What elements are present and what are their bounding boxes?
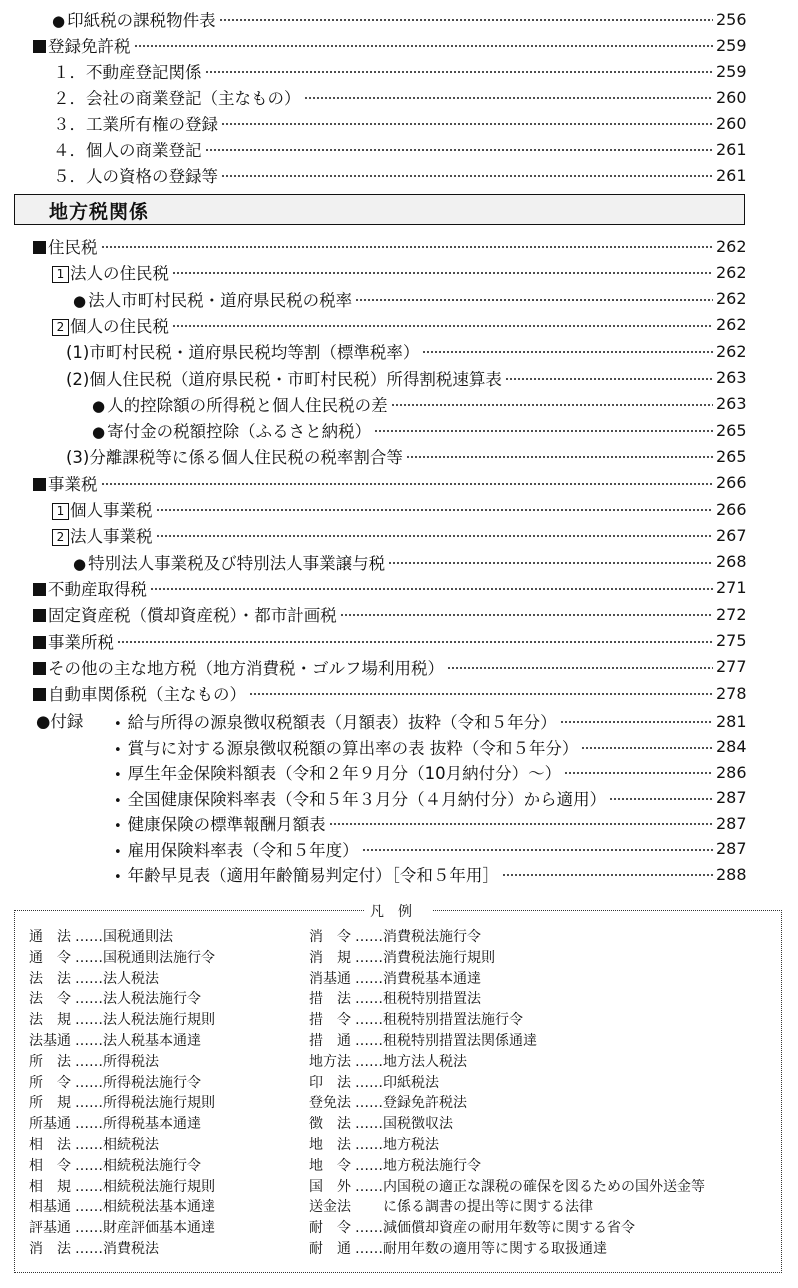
toc-page-number: 288 — [716, 864, 747, 884]
legend-entry — [29, 969, 159, 989]
dot-leader — [221, 175, 713, 177]
section-header-local-tax — [14, 194, 745, 225]
legend-full-name: ……租税特別措置法 — [355, 991, 481, 1008]
toc-entry[interactable] — [53, 58, 746, 84]
toc-page-number: 260 — [716, 87, 747, 107]
legend-entry — [309, 1114, 453, 1134]
square-marker-icon — [33, 241, 46, 254]
small-bullet-icon: • — [114, 793, 122, 809]
legend-entry — [29, 1052, 159, 1072]
toc-entry[interactable] — [33, 654, 746, 680]
legend-entry — [29, 1093, 215, 1113]
appendix-entry-title: 健康保険の標準報酬月額表 — [127, 815, 326, 834]
toc-entry-title: 登録免許税 — [48, 37, 131, 56]
legend-abbr: 所 令 — [29, 1074, 71, 1091]
toc-entry-title: 事業税 — [48, 474, 98, 494]
toc-entry[interactable] — [66, 338, 746, 364]
toc-entry-title: 個人の住民税 — [70, 316, 169, 336]
boxed-number: 2 — [52, 529, 69, 546]
dot-leader — [156, 509, 714, 511]
legend-entry — [29, 1114, 201, 1134]
appendix-entry-title: 雇用保険料率表（令和５年度） — [127, 840, 359, 860]
bullet-icon: ● — [92, 396, 106, 415]
dot-leader — [101, 246, 714, 248]
legend-abbr: 消基通 — [309, 970, 351, 987]
legend-abbr: 地 法 — [309, 1137, 351, 1153]
bullet-icon: ● — [73, 291, 87, 310]
legend-abbr: 措 令 — [309, 1012, 351, 1029]
legend-entry — [29, 1135, 159, 1155]
legend-abbr: 相 令 — [29, 1157, 71, 1174]
dot-leader — [502, 874, 713, 876]
appendix-entry[interactable] — [114, 785, 746, 811]
toc-page-number: 262 — [716, 315, 747, 335]
toc-page-number: 263 — [716, 368, 747, 387]
boxed-number: 2 — [52, 319, 69, 336]
toc-page-number: 262 — [716, 289, 747, 309]
legend-entry — [29, 1010, 215, 1030]
legend-abbr: 耐 令 — [309, 1220, 351, 1237]
legend-full-name: ……地方法人税法 — [355, 1053, 467, 1070]
legend-box — [14, 904, 782, 1273]
dot-leader — [564, 772, 713, 774]
legend-entry — [309, 1135, 439, 1155]
legend-full-name: ……耐用年数の適用等に関する取扱通達 — [355, 1241, 607, 1257]
legend-abbr: 所 規 — [29, 1095, 71, 1112]
toc-entry-title: 人的控除額の所得税と個人住民税の差 — [107, 395, 388, 415]
legend-entry — [29, 1177, 215, 1197]
dot-leader — [362, 849, 713, 851]
dot-leader — [172, 272, 713, 274]
legend-entry — [309, 1052, 467, 1072]
toc-page-number: 266 — [716, 473, 747, 493]
legend-full-name: ……所得税基本通達 — [75, 1116, 201, 1133]
toc-page-number: 287 — [716, 813, 747, 833]
toc-page-number: 287 — [716, 839, 747, 858]
legend-entry — [29, 948, 215, 968]
boxed-number: 1 — [52, 266, 69, 283]
toc-entry[interactable] — [92, 391, 746, 417]
toc-page-number: 259 — [716, 61, 747, 81]
legend-full-name: ……相続税法施行規則 — [75, 1178, 215, 1195]
legend-full-name: ……印紙税法 — [355, 1074, 439, 1091]
dot-leader — [221, 123, 713, 125]
legend-full-name: ……消費税法 — [75, 1241, 159, 1257]
toc-page-number: 278 — [716, 683, 747, 703]
legend-entry — [309, 1156, 481, 1176]
legend-full-name: ……消費税法施行令 — [355, 929, 481, 945]
dot-leader — [609, 798, 713, 800]
toc-page-number: 260 — [716, 113, 747, 133]
appendix-entry-title: 年齢早見表（適用年齢簡易判定付）［令和５年用］ — [127, 866, 499, 885]
legend-abbr: 法 令 — [29, 991, 71, 1008]
toc-page-number: 261 — [716, 139, 747, 159]
legend-full-name: ……法人税法施行令 — [75, 991, 201, 1008]
toc-page-number: 262 — [716, 236, 747, 256]
small-bullet-icon: • — [114, 742, 122, 758]
legend-full-name: ……所得税法施行令 — [75, 1074, 201, 1091]
dot-leader — [447, 667, 713, 669]
bullet-icon: ● — [73, 554, 87, 573]
legend-entry — [309, 927, 481, 947]
toc-page-number: 267 — [716, 525, 747, 545]
appendix-entry-title: 給与所得の源泉徴収税額表（月額表）抜粋（令和５年分） — [127, 713, 557, 732]
dot-leader — [391, 404, 713, 406]
appendix-entry[interactable] — [114, 759, 746, 785]
toc-entry-title: ４．個人の商業登記 — [53, 141, 202, 160]
legend-entry — [29, 927, 173, 947]
small-bullet-icon: • — [114, 768, 122, 783]
legend-entry — [309, 1010, 523, 1030]
legend-title: 凡例 — [15, 901, 781, 921]
toc-entry[interactable] — [52, 6, 746, 32]
legend-entry — [309, 1239, 607, 1259]
toc-page-number: 262 — [716, 341, 747, 361]
legend-entry — [309, 989, 481, 1009]
appendix-entry-title: 賞与に対する源泉徴収税額の算出率の表 抜粋（令和５年分） — [127, 738, 579, 758]
toc-entry-title: (2)個人住民税（道府県民税・市町村民税）所得割税速算表 — [66, 369, 502, 389]
toc-entry-title: 個人事業税 — [70, 501, 153, 520]
toc-page-number: 259 — [716, 35, 747, 55]
small-bullet-icon: • — [114, 819, 122, 834]
dot-leader — [249, 693, 713, 695]
dot-leader — [329, 823, 713, 825]
bullet-icon: ● — [92, 423, 106, 442]
legend-abbr: 国 外 — [309, 1178, 351, 1195]
dot-leader — [340, 614, 713, 616]
toc-page-number: 272 — [716, 604, 747, 624]
legend-full-name: ……法人税法施行規則 — [75, 1012, 215, 1029]
toc-entry[interactable] — [52, 522, 746, 548]
legend-entry — [29, 1031, 201, 1051]
dot-leader — [560, 721, 713, 723]
toc-entry[interactable] — [53, 162, 746, 188]
section-title: 地方税関係 — [49, 201, 150, 223]
bullet-icon: ● — [52, 12, 66, 30]
toc-page-number: 265 — [716, 420, 747, 440]
toc-entry[interactable] — [33, 233, 746, 259]
toc-entry-title: 固定資産税（償却資産税）・都市計画税 — [48, 606, 337, 626]
square-marker-icon — [33, 40, 46, 53]
toc-page-number: 275 — [716, 631, 747, 650]
toc-page-number: 287 — [716, 788, 747, 807]
dot-leader — [219, 19, 713, 21]
square-marker-icon — [33, 636, 46, 649]
toc-page-number: 281 — [716, 711, 747, 731]
dot-leader — [172, 325, 713, 327]
toc-entry[interactable] — [33, 32, 746, 58]
small-bullet-icon: • — [114, 717, 122, 732]
legend-full-name: ……相続税法基本通達 — [75, 1199, 215, 1216]
toc-page-number: 265 — [716, 446, 747, 466]
legend-entry — [309, 1197, 593, 1217]
appendix-entry[interactable] — [114, 734, 746, 760]
legend-full-name: ……減価償却資産の耐用年数等に関する省令 — [355, 1220, 635, 1237]
toc-entry[interactable] — [66, 365, 746, 391]
legend-abbr: 耐 通 — [309, 1241, 351, 1257]
legend-full-name: ……登録免許税法 — [355, 1095, 467, 1112]
dot-leader — [505, 378, 713, 380]
toc-entry[interactable] — [33, 601, 746, 627]
legend-abbr: 印 法 — [309, 1074, 351, 1091]
toc-entry-title: ２．会社の商業登記（主なもの） — [53, 89, 301, 108]
legend-abbr: 相基通 — [29, 1199, 71, 1216]
legend-full-name: ……国税徴収法 — [355, 1116, 453, 1133]
toc-entry[interactable] — [33, 470, 746, 496]
legend-full-name: ……地方税法施行令 — [355, 1157, 481, 1174]
legend-abbr: 通 令 — [29, 949, 71, 966]
legend-abbr: 相 規 — [29, 1178, 71, 1195]
dot-leader — [374, 430, 713, 432]
appendix-entry[interactable] — [114, 810, 746, 836]
legend-abbr: 登免法 — [309, 1095, 351, 1112]
toc-entry[interactable] — [52, 496, 746, 522]
appendix-entry[interactable] — [114, 708, 746, 734]
toc-page-number: 266 — [716, 499, 747, 519]
small-bullet-icon: • — [114, 844, 122, 860]
legend-abbr: 相 法 — [29, 1137, 71, 1153]
legend-abbr: 徴 法 — [309, 1116, 351, 1133]
toc-entry-title: (3)分離課税等に係る個人住民税の税率割合等 — [66, 448, 403, 468]
legend-full-name: ……国税通則法施行令 — [75, 949, 215, 966]
legend-abbr: 通 法 — [29, 929, 71, 945]
dot-leader — [205, 149, 714, 151]
toc-entry[interactable] — [33, 680, 746, 706]
dot-leader — [156, 535, 714, 537]
toc-entry-title: 寄付金の税額控除（ふるさと納税） — [107, 422, 372, 442]
toc-entry-title: 特別法人事業税及び特別法人事業譲与税 — [88, 553, 386, 573]
legend-full-name: ……財産評価基本通達 — [75, 1220, 215, 1237]
toc-entry-title: 法人事業税 — [70, 527, 153, 547]
appendix-label: ●付録 — [36, 712, 84, 731]
toc-entry-title: 法人市町村民税・道府県民税の税率 — [88, 290, 353, 310]
toc-entry[interactable] — [73, 549, 746, 575]
legend-entry — [29, 1218, 215, 1238]
toc-entry-title: ３．工業所有権の登録 — [53, 115, 218, 134]
toc-page-number: 277 — [716, 657, 747, 677]
legend-entry — [309, 969, 481, 989]
legend-full-name: ……所得税法施行規則 — [75, 1095, 215, 1112]
legend-entry — [29, 1073, 201, 1093]
legend-entry — [29, 1156, 201, 1176]
boxed-number: 1 — [52, 503, 69, 520]
legend-full-name: ……所得税法 — [75, 1053, 159, 1070]
legend-full-name: ……内国税の適正な課税の確保を図るための国外送金等 — [355, 1178, 705, 1195]
legend-abbr: 消 令 — [309, 929, 351, 945]
toc-entry-title: その他の主な地方税（地方消費税・ゴルフ場利用税） — [48, 658, 444, 678]
toc-page-number: 261 — [716, 165, 747, 185]
legend-entry — [29, 989, 201, 1009]
appendix-entry[interactable] — [114, 861, 746, 887]
toc-page-number: 271 — [716, 578, 747, 598]
toc-entry-title: 印紙税の課税物件表 — [67, 11, 216, 30]
toc-entry[interactable] — [33, 628, 746, 654]
toc-entry[interactable] — [52, 259, 746, 285]
legend-entry — [29, 1239, 159, 1259]
toc-entry-title: 法人の住民税 — [70, 264, 169, 284]
appendix-entry-title: 厚生年金保険料額表（令和２年９月分（10月納付分）～） — [127, 764, 562, 783]
square-marker-icon — [33, 688, 46, 701]
legend-full-name: に係る調書の提出等に関する法律 — [355, 1199, 593, 1216]
legend-abbr: 地方法 — [309, 1053, 351, 1070]
toc-entry[interactable] — [53, 136, 746, 162]
legend-full-name: ……消費税基本通達 — [355, 970, 481, 987]
square-marker-icon — [33, 609, 46, 622]
legend-abbr: 法 法 — [29, 970, 71, 987]
legend-entry — [309, 1031, 537, 1051]
dot-leader — [388, 562, 713, 564]
legend-full-name: ……国税通則法 — [75, 929, 173, 945]
legend-abbr: 消 法 — [29, 1241, 71, 1257]
legend-abbr: 措 通 — [309, 1033, 351, 1049]
legend-abbr: 法 規 — [29, 1012, 71, 1029]
toc-entry[interactable] — [33, 575, 746, 601]
legend-abbr: 評基通 — [29, 1220, 71, 1237]
legend-entry — [309, 1177, 705, 1197]
toc-page-number: 268 — [716, 552, 747, 572]
legend-abbr: 地 令 — [309, 1157, 351, 1174]
toc-entry[interactable] — [92, 417, 746, 443]
legend-full-name: ……地方税法 — [355, 1137, 439, 1153]
legend-entry — [309, 1073, 439, 1093]
dot-leader — [134, 45, 714, 47]
legend-abbr: 送金法 — [309, 1199, 351, 1216]
square-marker-icon — [33, 478, 46, 491]
legend-abbr: 消 規 — [309, 949, 351, 966]
toc-entry[interactable] — [53, 110, 746, 136]
legend-entry — [309, 948, 495, 968]
toc-entry[interactable] — [66, 443, 746, 469]
legend-abbr: 所基通 — [29, 1116, 71, 1133]
toc-page-number: 262 — [716, 262, 747, 282]
dot-leader — [581, 747, 713, 749]
legend-full-name: ……相続税法 — [75, 1137, 159, 1153]
square-marker-icon — [33, 662, 46, 675]
toc-entry-title: 事業所税 — [48, 632, 114, 652]
toc-page-number: 263 — [716, 394, 747, 414]
legend-full-name: ……消費税法施行規則 — [355, 949, 495, 966]
legend-full-name: ……租税特別措置法施行令 — [355, 1012, 523, 1029]
dot-leader — [355, 299, 713, 301]
legend-full-name: ……法人税法 — [75, 970, 159, 987]
toc-page-number: 256 — [716, 9, 747, 29]
toc-entry-title: 不動産取得税 — [48, 579, 147, 599]
legend-full-name: ……法人税基本通達 — [75, 1033, 201, 1049]
toc-page-number: 286 — [716, 762, 747, 782]
dot-leader — [101, 483, 714, 485]
toc-entry-title: １．不動産登記関係 — [53, 63, 202, 82]
toc-entry[interactable] — [53, 84, 746, 110]
legend-abbr: 措 法 — [309, 991, 351, 1008]
dot-leader — [304, 97, 714, 99]
small-bullet-icon: • — [114, 870, 122, 885]
legend-abbr: 所 法 — [29, 1053, 71, 1070]
legend-entry — [309, 1218, 635, 1238]
toc-entry-title: 住民税 — [48, 238, 98, 257]
dot-leader — [150, 588, 713, 590]
square-marker-icon — [33, 583, 46, 596]
legend-entry — [309, 1093, 467, 1113]
legend-entry — [29, 1197, 215, 1217]
legend-full-name: ……租税特別措置法関係通達 — [355, 1033, 537, 1049]
dot-leader — [117, 641, 713, 643]
toc-entry-title: (1)市町村民税・道府県民税均等割（標準税率） — [66, 343, 420, 363]
appendix-entry-title: 全国健康保険料率表（令和５年３月分（４月納付分）から適用） — [127, 789, 607, 809]
appendix-entry[interactable] — [114, 836, 746, 862]
toc-entry[interactable] — [73, 286, 746, 312]
toc-entry-title: ５．人の資格の登録等 — [53, 167, 218, 186]
toc-page-number: 284 — [716, 737, 747, 756]
toc-entry-title: 自動車関係税（主なもの） — [48, 685, 246, 705]
dot-leader — [406, 456, 713, 458]
legend-full-name: ……相続税法施行令 — [75, 1157, 201, 1174]
legend-abbr: 法基通 — [29, 1033, 71, 1049]
dot-leader — [422, 351, 713, 353]
dot-leader — [205, 71, 714, 73]
toc-entry[interactable] — [52, 312, 746, 338]
